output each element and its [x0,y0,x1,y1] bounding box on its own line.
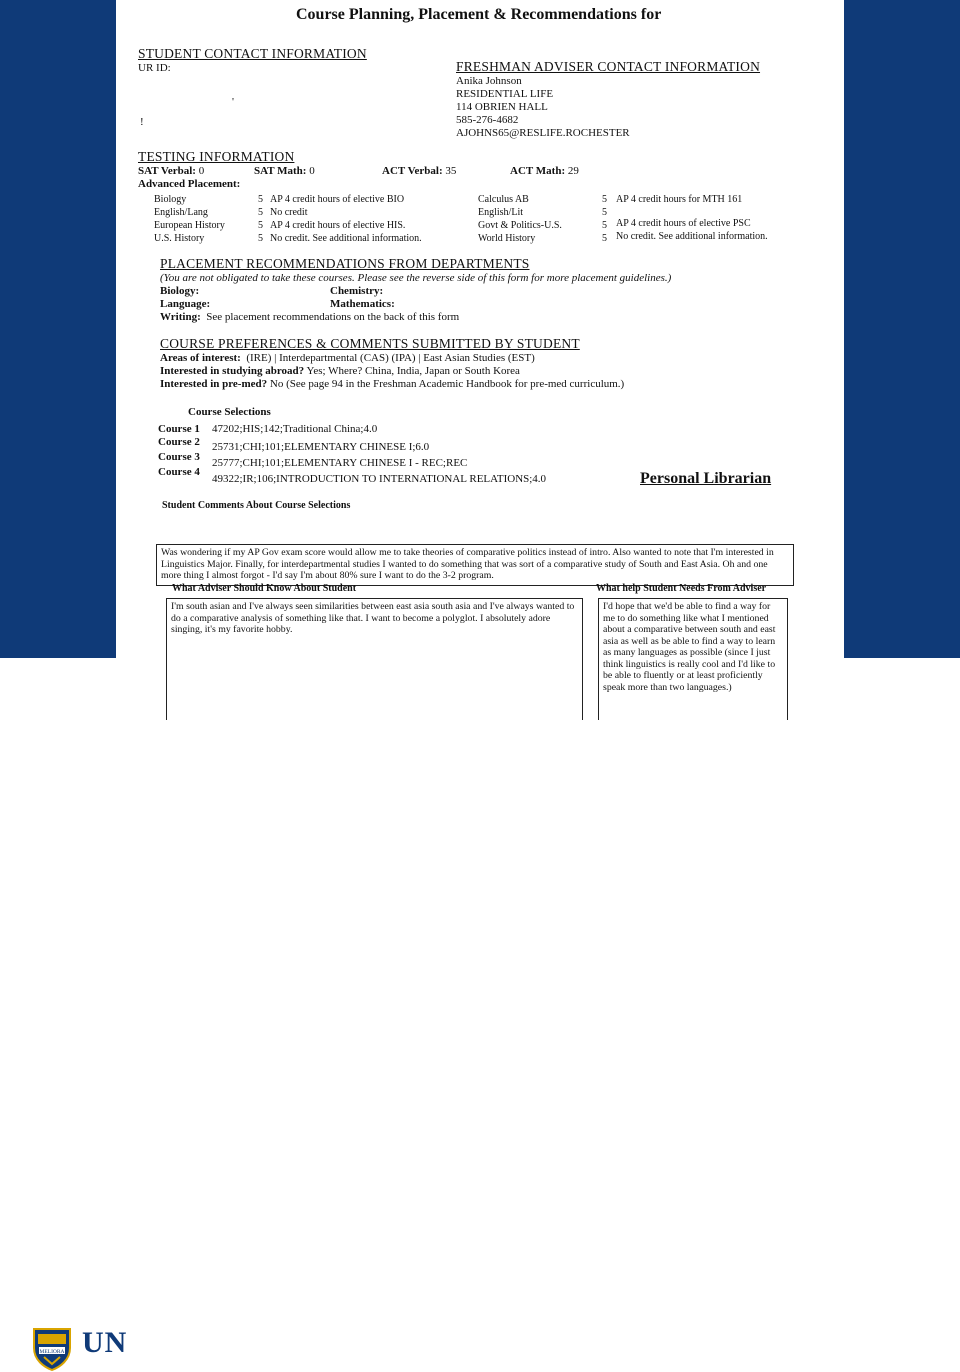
act-verbal: ACT Verbal: 35 [382,165,457,177]
crest-motto: MELIORA [39,1349,65,1355]
stray-mark: ! [140,116,144,128]
ap-score: 5 [602,220,607,231]
document-title: Course Planning, Placement & Recommendations for [296,6,662,23]
help-needs-heading: What help Student Needs From Adviser [596,583,767,594]
ap-note: AP 4 credit hours of elective BIO [270,194,405,205]
placement-heading: PLACEMENT RECOMMENDATIONS FROM DEPARTMENTS [160,256,530,271]
adviser-name: Anika Johnson [456,75,522,87]
ap-subject: English/Lit [478,207,523,218]
ap-subject: European History [154,220,225,231]
ap-score: 5 [602,207,607,218]
ap-score: 5 [258,220,263,231]
ap-subject: Calculus AB [478,194,529,205]
course-text: 47202;HIS;142;Traditional China;4.0 [212,423,378,435]
university-name: UN [82,1326,128,1359]
ap-subject: Biology [154,194,187,205]
university-crest-icon [30,1326,74,1372]
ap-score: 5 [602,233,607,244]
ur-id-label: UR ID: [138,62,171,74]
adviser-office: 114 OBRIEN HALL [456,101,548,113]
study-abroad: Interested in studying abroad? Yes; Where? China, India, Japan or South Korea [160,365,520,377]
course-text: 25731;CHI;101;ELEMENTARY CHINESE I;6.0 [212,441,430,453]
adviser-contact-heading: FRESHMAN ADVISER CONTACT INFORMATION [456,59,761,74]
ap-subject: World History [478,233,536,244]
ap-subject: English/Lang [154,207,208,218]
ap-note: AP 4 credit hours of elective PSC [616,218,751,229]
course-label: Course 3 [158,451,200,463]
ap-score: 5 [602,194,607,205]
course-label: Course 4 [158,466,200,478]
stray-mark: ' [232,96,234,108]
comments-heading: Student Comments About Course Selections [162,500,351,511]
adviser-phone: 585-276-4682 [456,114,519,126]
ap-note: AP 4 credit hours of elective HIS. [270,220,406,231]
personal-librarian-link[interactable]: Personal Librarian [640,470,772,487]
sat-verbal: SAT Verbal: 0 [138,165,205,177]
testing-heading: TESTING INFORMATION [138,149,295,164]
adviser-department: RESIDENTIAL LIFE [456,88,554,100]
course-text: 25777;CHI;101;ELEMENTARY CHINESE I - REC;REC [212,457,468,469]
writing-row: Writing: See placement recommendations on the back of this form [160,311,460,323]
ap-label: Advanced Placement: [138,178,241,190]
mathematics-label: Mathematics: [330,298,395,310]
student-comments-box: Was wondering if my AP Gov exam score would allow me to take theories of comparative politics instead of intro. Also wanted to note that I'm interested in Linguistics Major. Finally, for interdepartmental studies I wanted to do something that was sort of a comparative study of South and East Asia. Oh and one more thing I almost forgot - I'd say I'm about 80% sure I want to do the 3-2 program. [156,544,794,586]
adviser-email: AJOHNS65@RESLIFE.ROCHESTER [456,127,630,139]
ap-subject: Govt & Politics-U.S. [478,220,562,231]
course-text: 49322;IR;106;INTRODUCTION TO INTERNATIONAL RELATIONS;4.0 [212,473,547,485]
adviser-know-box: I'm south asian and I've always seen similarities between east asia south asia and I've always wanted to do a comparative analysis of something like that. I want to become a polyglot. I absolutely adore singing, it's my favorite hobby. [166,598,583,720]
pre-med: Interested in pre-med? No (See page 94 in the Freshman Academic Handbook for pre-med curriculum.) [160,378,625,390]
ap-score: 5 [258,233,263,244]
course-label: Course 1 [158,423,200,435]
ap-note: No credit. See additional information. [616,231,768,242]
adviser-know-heading: What Adviser Should Know About Student [172,583,357,594]
ap-note: No credit. See additional information. [270,233,422,244]
placement-note: (You are not obligated to take these courses. Please see the reverse side of this form for more placement guidelines.) [160,272,672,284]
preferences-heading: COURSE PREFERENCES & COMMENTS SUBMITTED BY STUDENT [160,336,580,351]
ap-note: AP 4 credit hours for MTH 161 [616,194,743,205]
course-selections-heading: Course Selections [188,406,271,418]
chemistry-label: Chemistry: [330,285,384,297]
student-contact-heading: STUDENT CONTACT INFORMATION [138,46,367,61]
ap-score: 5 [258,207,263,218]
ap-score: 5 [258,194,263,205]
areas-of-interest: Areas of interest: (IRE) | Interdepartmental (CAS) (IPA) | East Asian Studies (EST) [160,352,535,364]
course-label: Course 2 [158,436,200,448]
act-math: ACT Math: 29 [510,165,579,177]
ap-note: No credit [270,207,308,218]
biology-label: Biology: [160,285,200,297]
help-needs-box: I'd hope that we'd be able to find a way for me to do something like what I mentioned about a comparative between south and east asia as well as be able to find a way to learn as many languages as possible (since I just think linguistics is really cool and I'd like to be able to fluently or at least proficiently speak more than two languages.) [598,598,788,720]
course-planning-document [116,0,844,720]
ap-subject: U.S. History [154,233,205,244]
language-label: Language: [160,298,211,310]
sat-math: SAT Math: 0 [254,165,315,177]
